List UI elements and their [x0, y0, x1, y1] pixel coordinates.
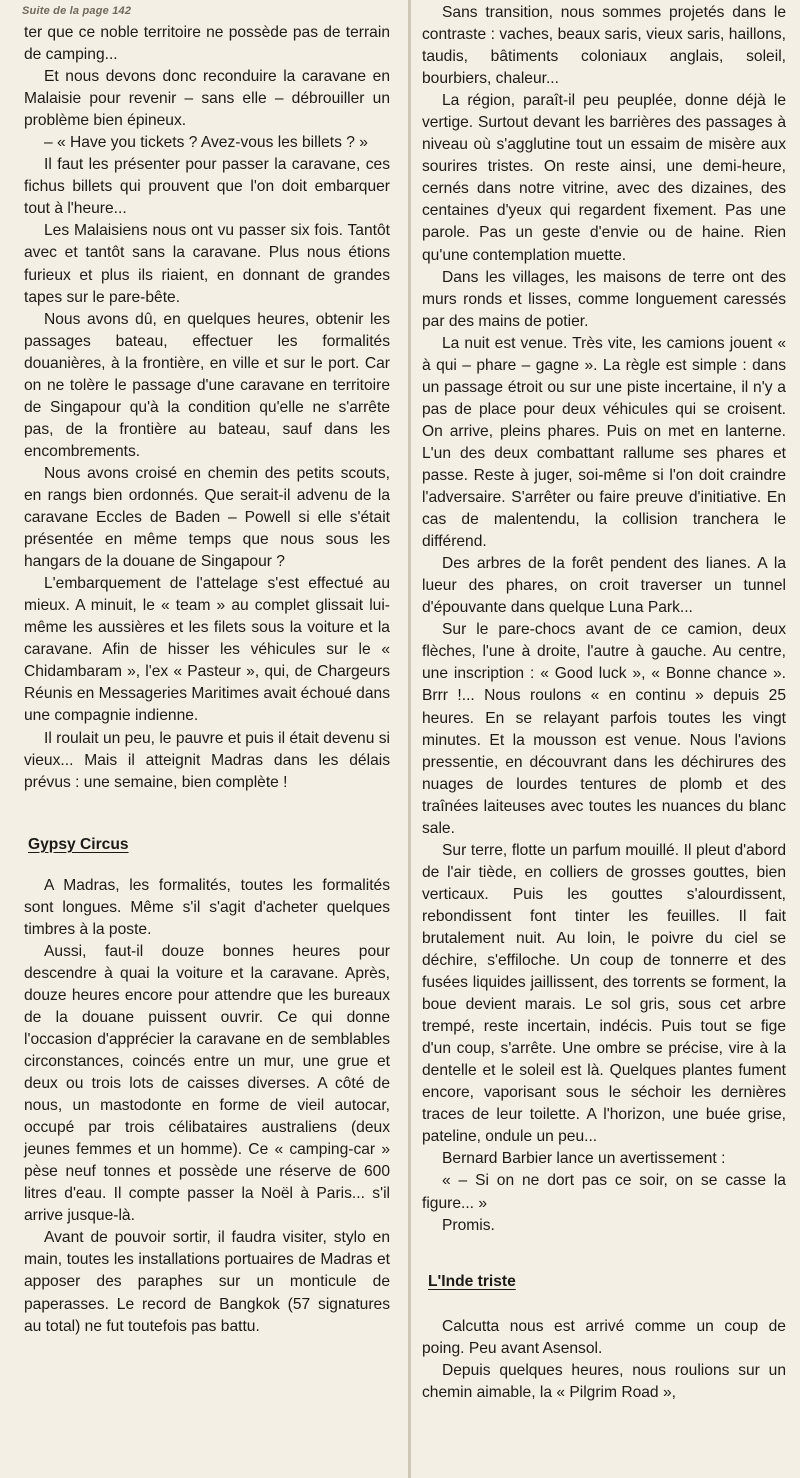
paragraph: Des arbres de la forêt pendent des lianes. A la lueur des phares, on croit traverser un tunnel d'épouvante dans quelque Luna Park...	[422, 555, 786, 617]
paragraph: Depuis quelques heures, nous roulions sur un chemin aimable, la « Pilgrim Road »,	[422, 1361, 786, 1401]
paragraph: Nous avons croisé en chemin des petits scouts, en rangs bien ordonnés. Que serait-il advenu de la caravane Eccles de Baden – Powell si elle s'était présentée en même temps que nous sous les hangars de la douane de Singapour ?	[24, 464, 390, 571]
paragraph: Sans transition, nous sommes projetés dans le contraste : vaches, beaux saris, vieux saris, haillons, taudis, bâtiments coloniaux anglais, soleil, bourbiers, chaleur...	[422, 4, 786, 88]
paragraph: ter que ce noble territoire ne possède pas de terrain de camping...	[24, 24, 390, 64]
paragraph: Il roulait un peu, le pauvre et puis il était devenu si vieux... Mais il atteignit Madras dans les délais prévus : une semaine, bien complète !	[24, 729, 390, 791]
right-column	[414, 0, 800, 1478]
paragraph: Sur terre, flotte un parfum mouillé. Il pleut d'abord de l'air tiède, en colliers de grosses gouttes, bien verticaux. Puis les gouttes s'alourdissent, rebondissent font tinter les feuilles. Il fait brutalement nuit. Au loin, le poivre du ciel se déchire, s'effiloche. Un coup de tonnerre et des fusées liquides jaillissent, des torrents se forment, la boue devient marais. Le sol gris, sous cet arbre trempé, reste incertain, indécis. Puis tout se fige d'un coup, s'arrête. Une ombre se précise, vire à la dentelle et le soleil est là. Quelques plantes fument encore, vaporisant sous le séchoir les dernières traces de leur toilette. A l'horizon, une buée grise, pateline, ondule un peu...	[422, 841, 786, 1146]
paragraph: L'embarquement de l'attelage s'est effectué au mieux. A minuit, le « team » au complet glissait lui-même les aussières et les filets sous la voiture et la caravane. Afin de hisser les véhicules sur le « Chidambaram », l'ex « Pasteur », qui, de Chargeurs Réunis en Messageries Maritimes avait échoué dans une compagnie indienne.	[24, 575, 390, 725]
paragraph: Nous avons dû, en quelques heures, obtenir les passages bateau, effectuer les formalités douanières, à la frontière, en ville et sur le port. Car on ne tolère le passage d'une caravane en territoire de Singapour qu'à la condition qu'elle ne s'arrête pas, de la frontière au bateau, sauf dans les encombrements.	[24, 310, 390, 460]
paragraph: Aussi, faut-il douze bonnes heures pour descendre à quai la voiture et la caravane. Après, douze heures encore pour attendre que les bureaux de la douane puissent ouvrir. Ce qui donne l'occasion d'apprécier la caravane en de semblables circonstances, coincés entre un mur, une grue et deux ou trois lots de caisses diverses. A côté de nous, un mastodonte en forme de vieil autocar, occupé par trois célibataires australiens (deux jeunes femmes et un homme). Ce « camping-car » pèse neuf tonnes et possède une réserve de 600 litres d'eau. Il compte passer la Noël à Paris... s'il arrive jusque-là.	[24, 942, 390, 1225]
paragraph: A Madras, les formalités, toutes les formalités sont longues. Même s'il s'agit d'acheter quelques timbres à la poste.	[24, 876, 390, 938]
paragraph: Avant de pouvoir sortir, il faudra visiter, stylo en main, toutes les installations portuaires de Madras et apposer des paraphes sur un monticule de paperasses. Le record de Bangkok (57 signatures au total) ne fut toutefois pas battu.	[24, 1229, 390, 1335]
section-heading-inde-triste: L'Inde triste	[428, 1272, 516, 1290]
paragraph: Dans les villages, les maisons de terre ont des murs ronds et lisses, comme longuement caressés par des mains de potier.	[422, 268, 786, 330]
paragraph: Promis.	[442, 1216, 495, 1234]
paragraph: Calcutta nous est arrivé comme un coup de poing. Peu avant Asensol.	[422, 1317, 786, 1357]
paragraph: Bernard Barbier lance un avertissement :	[442, 1150, 726, 1168]
section-heading-gypsy-circus: Gypsy Circus	[28, 835, 129, 853]
continuation-note: Suite de la page 142	[22, 5, 132, 17]
paragraph: La région, paraît-il peu peuplée, donne déjà le vertige. Surtout devant les barrières des passages à niveau où s'agglutine tout un essaim de misère aux sourires tristes. On reste ainsi, une demi-heure, cernés dans notre vitrine, avec des dizaines, des centaines d'yeux qui regardent fixement. Pas une parole. Pas un geste d'envie ou de haine. Rien qu'une contemplation muette.	[422, 92, 786, 264]
column-divider	[408, 0, 411, 1478]
paragraph: Il faut les présenter pour passer la caravane, ces fichus billets qui prouvent que l'on doit embarquer tout à l'heure...	[24, 156, 390, 218]
paragraph: La nuit est venue. Très vite, les camions jouent « à qui – phare – gagne ». La règle est simple : dans un passage étroit ou sur une piste incertaine, il n'y a pas de place pour deux véhicules qui se croisent. On arrive, pleins phares. Puis on met en lanterne. L'un des deux combattant rallume ses phares et passe. Reste à juger, soi-même si l'on doit craindre l'adversaire. S'arrêter ou faire preuve d'initiative. En cas de malentendu, la collision tranchera le différend.	[422, 334, 786, 551]
paragraph: Les Malaisiens nous ont vu passer six fois. Tantôt avec et tantôt sans la caravane. Plus nous étions furieux et plus ils riaient, en donnant de grandes tapes sur le pare-bête.	[24, 222, 390, 306]
paragraph: Et nous devons donc reconduire la caravane en Malaisie pour revenir – sans elle – débrouiller un problème bien épineux.	[24, 68, 390, 130]
paragraph: « – Si on ne dort pas ce soir, on se casse la figure... »	[422, 1172, 786, 1212]
paragraph: Sur le pare-chocs avant de ce camion, deux flèches, l'une à droite, l'autre à gauche. Au centre, une inscription : « Good luck », « Bonne chance ». Brrr !... Nous roulons « en continu » depuis 25 heures. En se relayant parfois toutes les vingt minutes. Et la mousson est venue. Nous l'avions pressentie, en découvrant dans les déchirures des nuages de lourdes tentures de plomb et des traînées laiteuses avec toutes les nuances du blanc sale.	[422, 621, 786, 837]
paragraph: – « Have you tickets ? Avez-vous les billets ? »	[44, 134, 368, 152]
